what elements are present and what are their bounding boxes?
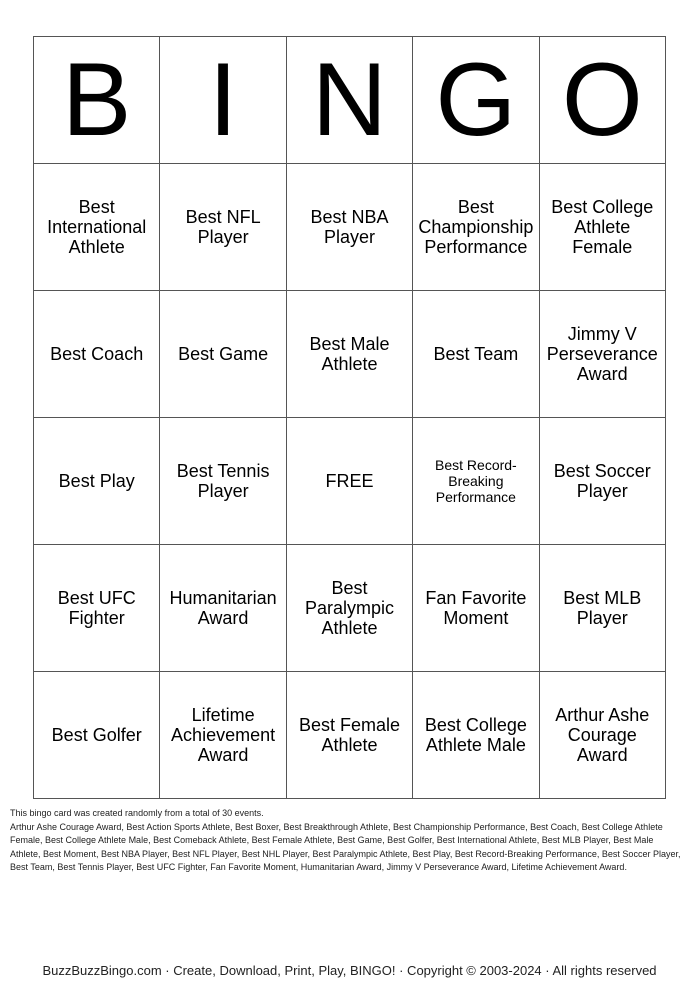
bingo-cell: Best Golfer: [34, 672, 160, 799]
bingo-cell: Best Soccer Player: [539, 418, 665, 545]
bingo-cell: Best Coach: [34, 291, 160, 418]
bingo-cell: Best Championship Performance: [413, 164, 539, 291]
header-letter-b: B: [34, 37, 160, 164]
bingo-cell: Best Team: [413, 291, 539, 418]
header-letter-i: I: [160, 37, 286, 164]
bingo-cell: Best NBA Player: [286, 164, 412, 291]
header-letter-g: G: [413, 37, 539, 164]
bingo-cell: Best NFL Player: [160, 164, 286, 291]
bingo-cell: Best Paralympic Athlete: [286, 545, 412, 672]
bingo-cell: Fan Favorite Moment: [413, 545, 539, 672]
header-letter-o: O: [539, 37, 665, 164]
bingo-cell: Best Female Athlete: [286, 672, 412, 799]
bingo-cell: Best UFC Fighter: [34, 545, 160, 672]
bingo-card: [33, 36, 666, 799]
bingo-cell: Humanitarian Award: [160, 545, 286, 672]
bingo-cell: Best Game: [160, 291, 286, 418]
card-row: [34, 164, 666, 291]
card-row: [34, 418, 666, 545]
card-row: [34, 672, 666, 799]
header-row: [34, 37, 666, 164]
bingo-cell: Best MLB Player: [539, 545, 665, 672]
card-row: [34, 291, 666, 418]
bingo-cell: Best College Athlete Female: [539, 164, 665, 291]
bingo-cell: Best Tennis Player: [160, 418, 286, 545]
free-cell: FREE: [286, 418, 412, 545]
bingo-cell: Best Male Athlete: [286, 291, 412, 418]
footnote-event-list: Arthur Ashe Courage Award, Best Action Sports Athlete, Best Boxer, Best Breakthrough Athlete, Best Championship Performance, Best Coach, Best College Athlete Female, Best College Athlete Male, Best Comeback Athlete, Best Female Athlete, Best Game, Best Golfer, Best International Athlete, Best MLB Player, Best Male Athlete, Best Moment, Best NBA Player, Best NFL Player, Best NHL Player, Best Paralympic Athlete, Best Play, Best Record-Breaking Performance, Best Soccer Player, Best Team, Best Tennis Player, Best UFC Fighter, Fan Favorite Moment, Humanitarian Award, Jimmy V Perseverance Award, Lifetime Achievement Award.: [10, 821, 681, 872]
card-footnote: [10, 807, 682, 875]
header-letter-n: N: [286, 37, 412, 164]
bingo-cell: Best International Athlete: [34, 164, 160, 291]
bingo-cell: Arthur Ashe Courage Award: [539, 672, 665, 799]
card-row: [34, 545, 666, 672]
bingo-cell: Best College Athlete Male: [413, 672, 539, 799]
site-footer: BuzzBuzzBingo.com · Create, Download, Print, Play, BINGO! · Copyright © 2003-2024 · All rights reserved: [42, 963, 657, 978]
bingo-cell: Best Play: [34, 418, 160, 545]
bingo-cell: Best Record-Breaking Performance: [413, 418, 539, 545]
bingo-cell: Lifetime Achievement Award: [160, 672, 286, 799]
footnote-summary: This bingo card was created randomly from a total of 30 events.: [10, 808, 264, 818]
bingo-cell: Jimmy V Perseverance Award: [539, 291, 665, 418]
